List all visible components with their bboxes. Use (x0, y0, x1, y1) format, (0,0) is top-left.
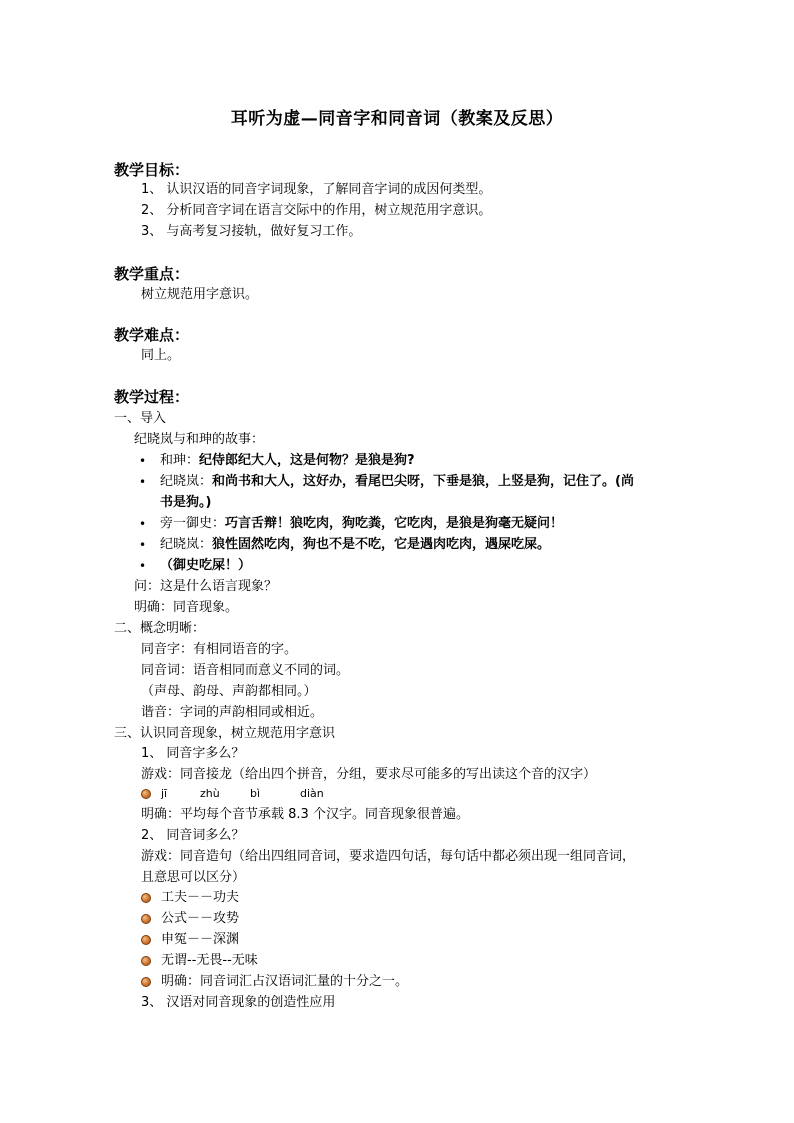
question-2: 2、 同音词多么？ (141, 828, 245, 843)
dialog-line-4: 纪晓岚：狼性固然吃肉，狗也不是不吃，它是遇肉吃肉，遇屎吃屎。 (160, 537, 551, 552)
pinyin-2: zhù (200, 787, 220, 800)
pair-item-5: 明确：同音词汇占汉语词汇量的十分之一。 (161, 974, 409, 989)
pair-item-4: 无谓--无畏--无味 (161, 953, 258, 968)
keypoint-heading: 教学重点： (114, 265, 190, 283)
bullet-ball-icon (141, 977, 151, 987)
dialog-line-2: 纪晓岚：和尚书和大人，这好办，看尾巴尖呀，下垂是狼，上竖是狗，记住了。(尚 (160, 474, 634, 489)
question-line: 问：这是什么语言现象？ (134, 579, 278, 594)
bullet-ball-icon (141, 956, 151, 966)
part3-title: 三、认识同音现象，树立规范用字意识 (114, 726, 336, 741)
part1-title: 一、导入 (114, 411, 167, 426)
bullet-dot: • (139, 517, 147, 531)
game-2-line-2: 且意思可以区分） (141, 870, 246, 885)
game-1: 游戏：同音接龙（给出四个拼音，分组，要求尽可能多的写出读这个音的汉字） (141, 767, 597, 782)
answer-line: 明确：同音现象。 (134, 600, 239, 615)
dialog-line-5: （御史吃屎！） (160, 558, 252, 573)
concept-line-4: 谐音：字词的声韵相同或相近。 (141, 705, 324, 720)
bullet-dot: • (139, 559, 147, 573)
pair-item-2: 公式－－攻势 (161, 911, 240, 926)
bullet-ball-icon (141, 935, 151, 945)
concept-line-2: 同音词：语音相同而意义不同的词。 (141, 663, 350, 678)
dialog-line-3: 旁一御史：巧言舌辩！狼吃肉，狗吃粪，它吃肉，是狼是狗毫无疑问！ (160, 516, 564, 531)
dialog-line-1: 和珅：纪侍郎纪大人，这是何物？是狼是狗? (160, 453, 415, 468)
bullet-dot: • (139, 454, 147, 468)
keypoint-text: 树立规范用字意识。 (141, 287, 259, 302)
bullet-ball-icon (141, 893, 151, 903)
objective-item-2: 2、 分析同音字词在语言交际中的作用，树立规范用字意识。 (141, 203, 492, 218)
story-title: 纪晓岚与和珅的故事： (134, 432, 265, 447)
pinyin-4: diàn (300, 787, 324, 800)
objectives-heading: 教学目标： (114, 161, 190, 179)
bullet-ball-icon (141, 914, 151, 924)
pair-item-1: 工夫－－功夫 (161, 890, 240, 905)
objective-item-3: 3、 与高考复习接轨，做好复习工作。 (141, 224, 362, 239)
process-heading: 教学过程： (114, 388, 190, 406)
pair-item-3: 申冤－－深渊 (161, 932, 240, 947)
part2-title: 二、概念明晰： (114, 621, 206, 636)
concept-line-1: 同音字：有相同语音的字。 (141, 642, 298, 657)
pinyin-1: jī (161, 787, 168, 800)
objective-item-1: 1、 认识汉语的同音字词现象，了解同音字词的成因何类型。 (141, 182, 492, 197)
bullet-ball-icon (141, 789, 151, 799)
game-2-line-1: 游戏：同音造句（给出四组同音词，要求造四句话，每句话中都必须出现一组同音词， (141, 849, 636, 864)
document-title: 耳听为虚—同音字和同音词（教案及反思） (230, 109, 564, 129)
concept-line-3: （声母、韵母、声韵都相同。） (141, 684, 317, 699)
dialog-line-2-cont: 书是狗。) (160, 495, 212, 510)
question-1: 1、 同音字多么？ (141, 746, 245, 761)
difficulty-text: 同上。 (141, 348, 181, 363)
bullet-dot: • (139, 538, 147, 552)
difficulty-heading: 教学难点： (114, 326, 190, 344)
conclusion-1: 明确：平均每个音节承载 8.3 个汉字。同音现象很普遍。 (141, 807, 469, 822)
pinyin-3: bì (250, 787, 261, 800)
bullet-dot: • (139, 475, 147, 489)
question-3: 3、 汉语对同音现象的创造性应用 (141, 995, 336, 1010)
